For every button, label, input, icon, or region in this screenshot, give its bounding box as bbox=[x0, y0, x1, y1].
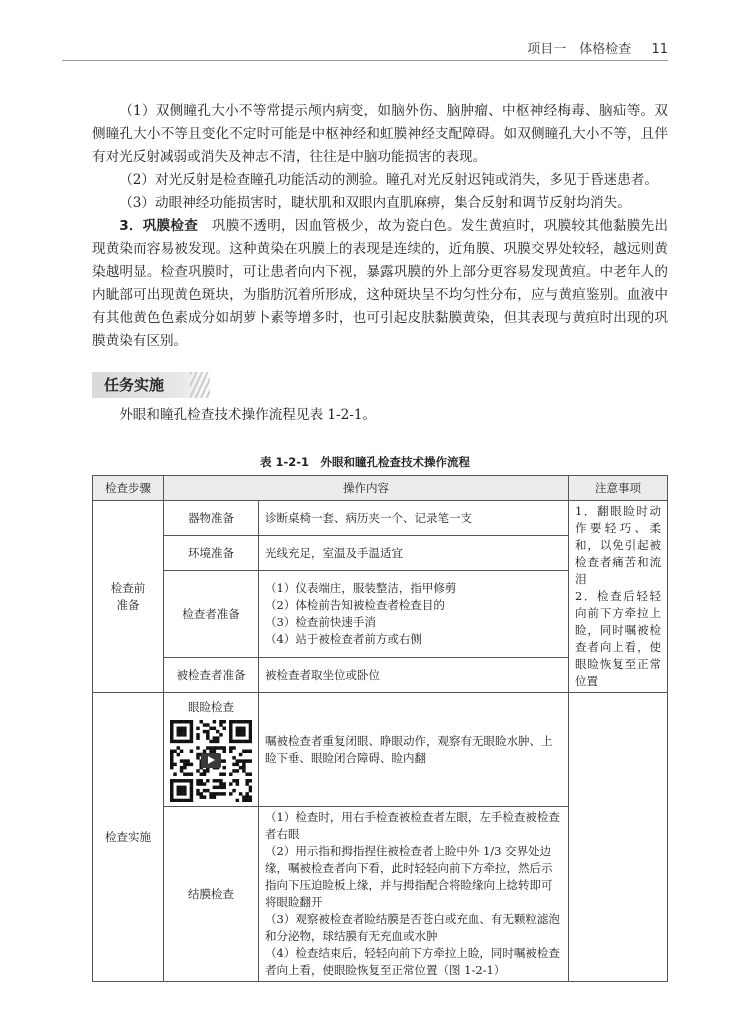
col-content: 操作内容 bbox=[164, 476, 569, 501]
body-text bbox=[92, 100, 668, 353]
step-content: 诊断桌椅一套、病历夹一个、记录笔一支 bbox=[259, 501, 569, 536]
header-rule bbox=[62, 60, 668, 61]
step-content-list bbox=[259, 571, 569, 658]
step-content: 光线充足，室温及手温适宜 bbox=[259, 536, 569, 571]
page-number: 11 bbox=[651, 42, 668, 57]
col-step: 检查步骤 bbox=[93, 476, 164, 501]
list-item: （2）用示指和拇指捏住被检查者上睑中外 1/3 交界处边缘，嘱被检查者向下看，此时轻轻向前下方牵拉，然后示指向下压迫睑板上缘，并与拇指配合将睑缘向上捻转即可将眼睑翻开 bbox=[265, 844, 553, 909]
list-item: （3）观察被检查者睑结膜是否苍白或充血、有无颗粒滤泡和分泌物，球结膜有无充血或水肿 bbox=[265, 912, 560, 943]
list-item: （3）检查前快速手消 bbox=[265, 615, 376, 629]
table-title: 表 1-2-1 外眼和瞳孔检查技术操作流程 bbox=[259, 455, 471, 469]
running-header bbox=[527, 38, 668, 57]
list-item: （4）检查结束后，轻轻向前下方牵拉上睑，同时嘱被检查者向上看，使眼睑恢复至正常位置（图 1-2-1） bbox=[265, 946, 560, 977]
paragraph-1: （1）双侧瞳孔大小不等常提示颅内病变，如脑外伤、脑肿瘤、中枢神经梅毒、脑疝等。双侧瞳孔大小不等且变化不定时可能是中枢神经和虹膜神经支配障碍。如双侧瞳孔大小不等，且伴有对光反射减弱或消失及神志不清，往往是中脑功能损害的表现。 bbox=[92, 103, 668, 165]
table-row bbox=[93, 501, 668, 536]
table-header-row bbox=[93, 476, 668, 501]
sub-step: 结膜检查 bbox=[164, 807, 259, 982]
play-icon bbox=[201, 753, 221, 768]
sub-step: 被检查者准备 bbox=[164, 658, 259, 693]
sclera-heading: 3．巩膜检查 bbox=[119, 218, 199, 234]
sub-step: 眼睑检查 bbox=[188, 700, 234, 714]
step-exec: 检查实施 bbox=[93, 693, 164, 982]
step-content: 被检查者取坐位或卧位 bbox=[259, 658, 569, 693]
list-item: （1）检查时，用右手检查被检查者左眼，左手检查被检查者右眼 bbox=[265, 810, 560, 841]
paragraph-4 bbox=[92, 215, 668, 353]
list-item: （4）站于被检查者前方或右侧 bbox=[265, 632, 422, 646]
step-content: 嘱被检查者重复闭眼、睁眼动作，观察有无眼睑水肿、上睑下垂、眼睑闭合障碍、睑内翻 bbox=[259, 693, 569, 807]
step-content-list bbox=[259, 807, 569, 982]
section-title: 项目一 体格检查 bbox=[527, 42, 632, 57]
sub-step-eyelid bbox=[164, 693, 259, 807]
list-item: （2）体检前告知被检查者检查目的 bbox=[265, 598, 445, 612]
table-row bbox=[93, 693, 668, 807]
step-prep: 检查前 准备 bbox=[93, 501, 164, 693]
col-notes: 注意事项 bbox=[569, 476, 668, 501]
task-heading: 任务实施 bbox=[92, 372, 212, 398]
intro-text: 外眼和瞳孔检查技术操作流程见表 1-2-1。 bbox=[119, 407, 377, 423]
notes-empty bbox=[569, 693, 668, 982]
paragraph-2: （2）对光反射是检查瞳孔功能活动的测验。瞳孔对光反射迟钝或消失，多见于昏迷患者。 bbox=[119, 172, 658, 188]
list-item: （1）仪表端庄，服装整洁，指甲修剪 bbox=[265, 581, 457, 595]
qr-code[interactable] bbox=[170, 720, 252, 802]
sclera-body: 巩膜不透明，因血管极少，故为瓷白色。发生黄疸时，巩膜较其他黏膜先出现黄染而容易被发现。这种黄染在巩膜上的表现是连续的，近角膜、巩膜交界处较轻，越远则黄染越明显。检查巩膜时，可让患者向内下视，暴露巩膜的外上部分更容易发现黄疸。中老年人的内眦部可出现黄色斑块，为脂肪沉着所形成，这种斑块呈不均匀性分布，应与黄疸鉴别。血液中有其他黄色色素成分如胡萝卜素等增多时，也可引起皮肤黏膜黄染，但其表现与黄疸时出现的巩膜黄染有区别。 bbox=[92, 218, 669, 349]
paragraph-3: （3）动眼神经功能损害时，睫状肌和双眼内直肌麻痹，集合反射和调节反射均消失。 bbox=[119, 195, 631, 211]
heading-decoration bbox=[190, 372, 210, 398]
sub-step: 器物准备 bbox=[164, 501, 259, 536]
procedure-table bbox=[92, 475, 668, 982]
sub-step: 检查者准备 bbox=[164, 571, 259, 658]
sub-step: 环境准备 bbox=[164, 536, 259, 571]
notes-cell: 1．翻眼睑时动作要轻巧、柔和，以免引起被检查者痛苦和流泪 2．检查后轻轻向前下方牵拉上睑，同时嘱被检查者向上看，使眼睑恢复至正常位置 bbox=[569, 501, 668, 693]
